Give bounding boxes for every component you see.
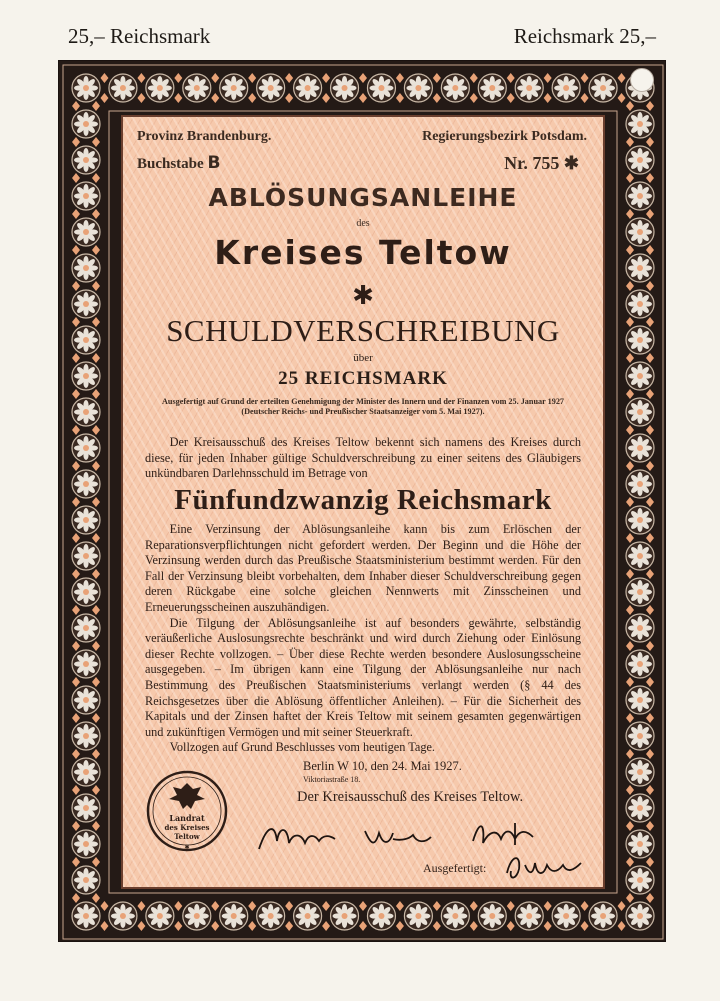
series-letter-label: Buchstabe (137, 156, 204, 172)
diamond-ornament (72, 245, 80, 255)
rosette-ornament (72, 614, 100, 642)
title-district: Kreises Teltow (214, 233, 512, 272)
rosette-ornament (626, 506, 654, 534)
rosette-ornament (183, 74, 211, 102)
diamond-ornament (72, 893, 80, 903)
rosette-ornament (72, 362, 100, 390)
diamond-ornament (359, 921, 367, 931)
diamond-ornament (618, 921, 626, 931)
place-date: Berlin W 10, den 24. Mai 1927. (303, 759, 462, 773)
diamond-ornament (646, 533, 654, 543)
diamond-ornament (646, 281, 654, 291)
diamond-ornament (72, 389, 80, 399)
rosette-ornament (294, 902, 322, 930)
rosette-ornament (72, 686, 100, 714)
diamond-ornament (626, 317, 634, 327)
diamond-ornament (322, 93, 330, 103)
intro-paragraph: Der Kreisausschuß des Kreises Teltow bekennt sich namens des Kreises durch diese, für jeden Inhaber gültige Schuldverschreibung zu einer seitens des Gläubigers unkündbaren Darlehnsschuld im Betrage von (145, 435, 581, 481)
diamond-ornament (92, 749, 100, 759)
rosette-ornament (72, 434, 100, 462)
face-value: 25 REICHSMARK (278, 368, 448, 389)
title-loan: ABLÖSUNGSANLEIHE (208, 183, 518, 212)
rosette-ornament (72, 794, 100, 822)
rosette-ornament (72, 578, 100, 606)
rosette-ornament (72, 506, 100, 534)
certificate-number: Nr. 755 ✱ (504, 153, 579, 173)
rosette-ornament (552, 74, 580, 102)
seal-text-1: Landrat (169, 813, 205, 823)
diamond-ornament (626, 893, 634, 903)
diamond-ornament (646, 353, 654, 363)
diamond-ornament (544, 73, 552, 83)
diamond-ornament (646, 821, 654, 831)
rosette-ornament (626, 614, 654, 642)
rosette-ornament (626, 470, 654, 498)
diamond-ornament (92, 425, 100, 435)
diamond-ornament (507, 901, 515, 911)
rosette-ornament (441, 902, 469, 930)
diamond-ornament (507, 73, 515, 83)
rosette-ornament (220, 902, 248, 930)
rosette-ornament (626, 686, 654, 714)
rosette-ornament (72, 866, 100, 894)
diamond-ornament (581, 73, 589, 83)
rosette-ornament (626, 578, 654, 606)
diamond-ornament (92, 785, 100, 795)
amount-in-words: Fünfundzwanzig Reichsmark (174, 484, 552, 516)
diamond-ornament (285, 901, 293, 911)
diamond-ornament (646, 317, 654, 327)
diamond-ornament (100, 921, 108, 931)
diamond-ornament (544, 921, 552, 931)
rosette-ornament (72, 830, 100, 858)
rosette-ornament (626, 146, 654, 174)
diamond-ornament (92, 857, 100, 867)
diamond-ornament (626, 533, 634, 543)
diamond-ornament (100, 901, 108, 911)
diamond-ornament (470, 921, 478, 931)
rosette-ornament (294, 74, 322, 102)
rosette-ornament (441, 74, 469, 102)
diamond-ornament (618, 73, 626, 83)
series-letter (137, 153, 220, 173)
rosette-ornament (257, 902, 285, 930)
diamond-ornament (72, 209, 80, 219)
diamond-ornament (72, 137, 80, 147)
diamond-ornament (626, 641, 634, 651)
rosette-ornament (72, 182, 100, 210)
diamond-ornament (646, 461, 654, 471)
diamond-ornament (248, 901, 256, 911)
diamond-ornament (72, 425, 80, 435)
diamond-ornament (646, 569, 654, 579)
diamond-ornament (322, 921, 330, 931)
diamond-ornament (92, 497, 100, 507)
rosette-ornament (626, 326, 654, 354)
diamond-ornament (248, 93, 256, 103)
diamond-ornament (433, 921, 441, 931)
diamond-ornament (433, 901, 441, 911)
diamond-ornament (174, 93, 182, 103)
rosette-ornament (626, 830, 654, 858)
rosette-ornament (72, 218, 100, 246)
diamond-ornament (646, 677, 654, 687)
diamond-ornament (470, 93, 478, 103)
diamond-ornament (137, 73, 145, 83)
diamond-ornament (646, 173, 654, 183)
title-ueber: über (353, 352, 373, 364)
rosette-ornament (626, 110, 654, 138)
diamond-ornament (92, 605, 100, 615)
signature-3 (473, 823, 533, 845)
rosette-ornament (626, 290, 654, 318)
svg-text:✱: ✱ (184, 844, 190, 851)
diamond-ornament (646, 137, 654, 147)
rosette-ornament (72, 650, 100, 678)
diamond-ornament (626, 677, 634, 687)
punch-hole (630, 68, 654, 92)
rosette-ornament (626, 650, 654, 678)
diamond-ornament (248, 921, 256, 931)
diamond-ornament (137, 921, 145, 931)
diamond-ornament (646, 785, 654, 795)
diamond-ornament (72, 497, 80, 507)
diamond-ornament (72, 173, 80, 183)
rosette-ornament (626, 254, 654, 282)
rosette-ornament (183, 902, 211, 930)
rosette-ornament (331, 74, 359, 102)
diamond-ornament (72, 749, 80, 759)
diamond-ornament (72, 353, 80, 363)
diamond-ornament (72, 821, 80, 831)
rosette-ornament (367, 74, 395, 102)
diamond-ornament (137, 93, 145, 103)
diamond-ornament (92, 245, 100, 255)
diamond-ornament (92, 677, 100, 687)
rosette-ornament (72, 254, 100, 282)
rosette-ornament (589, 74, 617, 102)
diamond-ornament (174, 73, 182, 83)
diamond-ornament (92, 173, 100, 183)
diamond-ornament (470, 901, 478, 911)
diamond-ornament (248, 73, 256, 83)
diamond-ornament (618, 901, 626, 911)
rosette-ornament (220, 74, 248, 102)
rosette-ornament (72, 398, 100, 426)
eagle-icon (169, 783, 205, 809)
rosette-ornament (515, 74, 543, 102)
diamond-ornament (92, 101, 100, 111)
diamond-ornament (646, 389, 654, 399)
corner-value-left: 25,– Reichsmark (68, 24, 211, 48)
diamond-ornament (72, 785, 80, 795)
seal-text-3: Teltow (174, 832, 200, 841)
rosette-ornament (72, 542, 100, 570)
diamond-ornament (433, 93, 441, 103)
rosette-ornament (626, 722, 654, 750)
diamond-ornament (626, 749, 634, 759)
diamond-ornament (92, 821, 100, 831)
diamond-ornament (72, 101, 80, 111)
diamond-ornament (581, 901, 589, 911)
certificate-panel (121, 115, 605, 889)
title-bond: SCHULDVERSCHREIBUNG (166, 313, 560, 348)
diamond-ornament (72, 461, 80, 471)
diamond-ornament (211, 73, 219, 83)
diamond-ornament (92, 209, 100, 219)
issued-label: Ausgefertigt: (423, 861, 487, 875)
diamond-ornament (646, 713, 654, 723)
rosette-ornament (404, 902, 432, 930)
rosette-ornament (515, 902, 543, 930)
diamond-ornament (359, 73, 367, 83)
rosette-ornament (626, 398, 654, 426)
rosette-ornament (626, 794, 654, 822)
diamond-ornament (544, 93, 552, 103)
rosette-ornament (626, 542, 654, 570)
rosette-ornament (626, 362, 654, 390)
diamond-ornament (646, 209, 654, 219)
diamond-ornament (433, 73, 441, 83)
diamond-ornament (211, 901, 219, 911)
issuer-name: Der Kreisausschuß des Kreises Teltow. (297, 789, 524, 805)
diamond-ornament (626, 101, 634, 111)
diamond-ornament (92, 569, 100, 579)
star-ornament: ✱ (352, 281, 374, 311)
diamond-ornament (646, 245, 654, 255)
diamond-ornament (174, 921, 182, 931)
diamond-ornament (626, 497, 634, 507)
diamond-ornament (646, 749, 654, 759)
rosette-ornament (552, 902, 580, 930)
redemption-paragraph: Die Tilgung der Ablösungsanleihe ist auf besonders gewährte, selbständig veräußerliche Auslosungsrechte beschränkt und wird durch Ziehung oder Einlösung dieser Rechte vollzogen. – Über diese Rechte werden besondere Auslosungsscheine ausgegeben. – Im übrigen kann eine Tilgung der Ablösungsanleihe nur nach Bestimmung des Preußischen Staatsministeriums verlangt werden (§ 44 des Reichsgesetzes über die Ablösung öffentlicher Anleihen). – Für die Sicherheit des Kapitals und der Zinsen haftet der Kreis Teltow mit seinem gesamten gegenwärtigen und zukünftigen Vermögen und mit seiner Steuerkraft. (145, 615, 581, 739)
diamond-ornament (396, 73, 404, 83)
diamond-ornament (72, 533, 80, 543)
diamond-ornament (322, 901, 330, 911)
signature-2 (365, 831, 431, 843)
diamond-ornament (626, 173, 634, 183)
diamond-ornament (72, 857, 80, 867)
diamond-ornament (626, 569, 634, 579)
issued-signature (501, 847, 601, 883)
rosette-ornament (109, 902, 137, 930)
diamond-ornament (626, 821, 634, 831)
rosette-ornament (478, 74, 506, 102)
district-label: Regierungsbezirk Potsdam. (422, 129, 587, 144)
execution-paragraph: Vollzogen auf Grund Beschlusses vom heutigen Tage. (169, 740, 436, 755)
issuer-address: Viktoriastraße 18. (303, 775, 361, 784)
diamond-ornament (72, 605, 80, 615)
diamond-ornament (92, 317, 100, 327)
diamond-ornament (646, 497, 654, 507)
rosette-ornament (331, 902, 359, 930)
diamond-ornament (581, 921, 589, 931)
diamond-ornament (646, 101, 654, 111)
rosette-ornament (626, 434, 654, 462)
diamond-ornament (626, 137, 634, 147)
diamond-ornament (626, 857, 634, 867)
diamond-ornament (581, 93, 589, 103)
diamond-ornament (174, 901, 182, 911)
diamond-ornament (92, 713, 100, 723)
diamond-ornament (507, 921, 515, 931)
diamond-ornament (396, 93, 404, 103)
diamond-ornament (285, 93, 293, 103)
province-label: Provinz Brandenburg. (137, 129, 272, 144)
diamond-ornament (92, 533, 100, 543)
rosette-ornament (478, 902, 506, 930)
rosette-ornament (72, 326, 100, 354)
diamond-ornament (646, 857, 654, 867)
rosette-ornament (72, 902, 100, 930)
diamond-ornament (396, 921, 404, 931)
diamond-ornament (72, 569, 80, 579)
rosette-ornament (626, 902, 654, 930)
rosette-ornament (626, 218, 654, 246)
diamond-ornament (618, 93, 626, 103)
diamond-ornament (72, 281, 80, 291)
rosette-ornament (404, 74, 432, 102)
rosette-ornament (72, 110, 100, 138)
rosette-ornament (626, 758, 654, 786)
diamond-ornament (646, 641, 654, 651)
official-seal (145, 769, 229, 853)
diamond-ornament (359, 93, 367, 103)
corner-value-right: Reichsmark 25,– (513, 24, 656, 48)
terms-text (145, 522, 581, 756)
rosette-ornament (257, 74, 285, 102)
diamond-ornament (92, 281, 100, 291)
diamond-ornament (137, 901, 145, 911)
diamond-ornament (92, 641, 100, 651)
diamond-ornament (646, 893, 654, 903)
diamond-ornament (626, 785, 634, 795)
diamond-ornament (626, 281, 634, 291)
rosette-ornament (109, 74, 137, 102)
diamond-ornament (72, 317, 80, 327)
diamond-ornament (507, 93, 515, 103)
diamond-ornament (285, 921, 293, 931)
rosette-ornament (72, 722, 100, 750)
diamond-ornament (626, 425, 634, 435)
diamond-ornament (285, 73, 293, 83)
interest-paragraph: Eine Verzinsung der Ablösungsanleihe kann bis zum Erlöschen der Reparationsverpflichtungen nicht gefordert werden. Der Beginn und die Höhe der Verzinsung werden durch das Preußische Staatsministerium bestimmt werden. Für den Fall der Verzinsung bleibt vorbehalten, dem Inhaber dieser Schuldverschreibung gegen deren Rückgabe eine solche gleichen Nennwerts mit Zinsscheinen und Erneuerungsscheinen auszuhändigen. (145, 522, 581, 614)
rosette-ornament (146, 902, 174, 930)
rosette-ornament (626, 182, 654, 210)
diamond-ornament (92, 461, 100, 471)
diamond-ornament (626, 245, 634, 255)
seal-stamp (145, 769, 229, 853)
diamond-ornament (626, 713, 634, 723)
diamond-ornament (211, 921, 219, 931)
certificate-frame (58, 60, 666, 942)
diamond-ornament (100, 73, 108, 83)
diamond-ornament (470, 73, 478, 83)
rosette-ornament (72, 146, 100, 174)
diamond-ornament (359, 901, 367, 911)
rosette-ornament (589, 902, 617, 930)
signature-1 (259, 829, 335, 849)
diamond-ornament (544, 901, 552, 911)
authorization-line-1: Ausgefertigt auf Grund der erteilten Genehmigung der Minister des Innern und der Finanzen vom 25. Januar 1927 (161, 397, 565, 406)
authorization-line-2: (Deutscher Reichs- und Preußischer Staatsanzeiger vom 5. Mai 1927). (241, 407, 485, 416)
rosette-ornament (146, 74, 174, 102)
authorization-note (141, 397, 585, 417)
rosette-ornament (72, 74, 100, 102)
rosette-ornament (72, 758, 100, 786)
diamond-ornament (322, 73, 330, 83)
rosette-ornament (626, 866, 654, 894)
title-des: des (356, 218, 370, 229)
diamond-ornament (100, 93, 108, 103)
diamond-ornament (626, 605, 634, 615)
diamond-ornament (92, 893, 100, 903)
diamond-ornament (396, 901, 404, 911)
rosette-ornament (72, 290, 100, 318)
diamond-ornament (626, 353, 634, 363)
diamond-ornament (646, 605, 654, 615)
diamond-ornament (92, 137, 100, 147)
diamond-ornament (626, 461, 634, 471)
rosette-ornament (367, 902, 395, 930)
diamond-ornament (72, 677, 80, 687)
diamond-ornament (72, 713, 80, 723)
diamond-ornament (646, 425, 654, 435)
diamond-ornament (92, 389, 100, 399)
diamond-ornament (72, 641, 80, 651)
series-letter-value: B (207, 153, 221, 173)
diamond-ornament (211, 93, 219, 103)
seal-text-2: des Kreises (164, 823, 210, 832)
diamond-ornament (92, 353, 100, 363)
diamond-ornament (626, 209, 634, 219)
rosette-ornament (72, 470, 100, 498)
diamond-ornament (626, 389, 634, 399)
